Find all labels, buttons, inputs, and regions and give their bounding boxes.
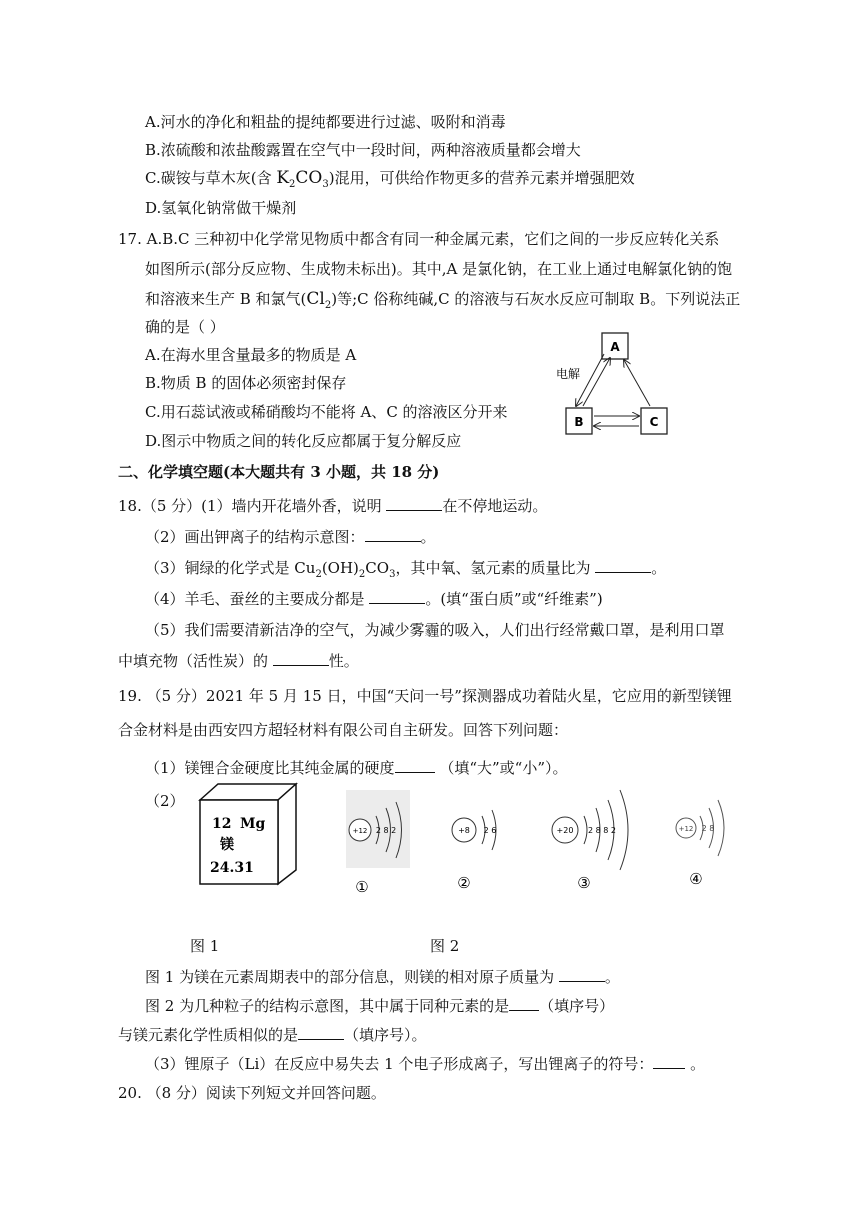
answer-blank[interactable] xyxy=(559,967,605,982)
shells-3: 2 8 8 2 xyxy=(588,826,616,835)
q16-option-b: B.浓硫酸和浓盐酸露置在空气中一段时间，两种溶液质量都会增大 xyxy=(145,141,581,159)
particle-label-1: ① xyxy=(355,878,369,894)
q18-line1: 18.（5 分）(1）墙内开花墙外香，说明 在不停地运动。 xyxy=(118,497,548,515)
arrow-b-to-a xyxy=(583,358,610,406)
svg-text:+20: +20 xyxy=(556,826,574,835)
q16-option-c: C.碳铵与草木灰(含 $K_2CO_3$)混用，可供给作物更多的营养元素并增强肥效 xyxy=(145,168,635,190)
q18-line2: （2）画出钾离子的结构示意图： 。 xyxy=(145,528,436,546)
answer-blank[interactable] xyxy=(386,496,442,511)
box-b-label: B xyxy=(574,415,584,429)
element-name: 镁 xyxy=(220,837,234,853)
answer-blank[interactable] xyxy=(595,558,651,573)
arrow-a-to-b xyxy=(576,354,604,406)
q17-stem-line2: 如图所示(部分反应物、生成物未标出)。其中,A 是氯化钠，在工业上通过电解氯化钠的饱 xyxy=(145,260,733,278)
q19-line6: 与镁元素化学性质相似的是 （填序号）。 xyxy=(118,1026,427,1044)
svg-text:+8: +8 xyxy=(458,826,470,835)
shells-4: 2 8 xyxy=(701,824,715,833)
svg-text:+12: +12 xyxy=(352,827,368,835)
particle-structure-diagrams xyxy=(340,786,740,894)
q19-line7: （3）锂原子（Li）在反应中易失去 1 个电子形成离子，写出锂离子的符号： 。 xyxy=(145,1055,706,1073)
q17-stem-line3: 和溶液来生产 B 和氯气$(Cl_2)$等;C 俗称纯碱,C 的溶液与石灰水反应可制取 B。下列说法正 xyxy=(145,289,741,311)
q16-option-a: A.河水的净化和粗盐的提纯都要进行过滤、吸附和消毒 xyxy=(145,113,506,131)
q19-line4: 图 1 为镁在元素周期表中的部分信息，则镁的相对原子质量为 。 xyxy=(145,968,620,986)
q17-option-b: B.物质 B 的固体必须密封保存 xyxy=(145,374,347,392)
element-symbol: Mg xyxy=(240,816,266,832)
shells-2: 2 6 xyxy=(483,826,497,835)
q19-line2: 合金材料是由西安四方超轻材料有限公司自主研发。回答下列问题： xyxy=(118,721,569,739)
q18-line6: 中填充物（活性炭）的 性。 xyxy=(118,652,359,670)
shells-1: 2 8 2 xyxy=(375,826,397,835)
q19-line1: 19. （5 分）2021 年 5 月 15 日，中国“天问一号”探测器成功着陆火星，它应用的新型镁锂 xyxy=(118,687,732,705)
q19-line5: 图 2 为几种粒子的结构示意图，其中属于同种元素的是 （填序号） xyxy=(145,997,615,1015)
q17-option-c: C.用石蕊试液或稀硝酸均不能将 A、C 的溶液区分开来 xyxy=(145,403,508,421)
figure-1-caption: 图 1 xyxy=(190,937,220,955)
answer-blank[interactable] xyxy=(509,996,539,1011)
q20-line1: 20. （8 分）阅读下列短文并回答问题。 xyxy=(118,1084,386,1102)
arrow-c-to-a xyxy=(624,360,650,406)
q17-option-a: A.在海水里含量最多的物质是 A xyxy=(145,346,357,364)
answer-blank[interactable] xyxy=(395,758,435,773)
section-heading: 二、化学填空题(本大题共有 3 小题，共 18 分) xyxy=(118,463,440,481)
particle-label-2: ② xyxy=(457,874,471,892)
box-c-label: C xyxy=(649,415,659,429)
electrolysis-label: 电解 xyxy=(556,367,581,381)
box-a-label: A xyxy=(610,340,620,354)
magnesium-element-card xyxy=(198,782,300,886)
q19-part2-label: （2） xyxy=(145,792,185,810)
particle-label-4: ④ xyxy=(689,870,703,888)
q17-stem-line1: 17. A.B.C 三种初中化学常见物质中都含有同一种金属元素，它们之间的一步反应转化关系 xyxy=(118,230,720,248)
answer-blank[interactable] xyxy=(273,651,329,666)
q19-line3: （1）镁锂合金硬度比其纯金属的硬度 （填“大”或“小”）。 xyxy=(145,759,568,777)
atomic-number: 12 xyxy=(212,816,232,832)
answer-blank[interactable] xyxy=(298,1025,344,1040)
figure-2-caption: 图 2 xyxy=(430,937,460,955)
q18-line4: （4）羊毛、蚕丝的主要成分都是 。(填“蛋白质”或“纤维素”) xyxy=(145,590,603,608)
svg-text:+12: +12 xyxy=(678,825,694,833)
answer-blank[interactable] xyxy=(369,589,425,604)
q17-stem-line4: 确的是（ ） xyxy=(145,318,225,336)
q18-line3: （3）铜绿的化学式是 $Cu_2(OH)_2CO_3$，其中氧、氢元素的质量比为 。 xyxy=(145,559,667,580)
particle-label-3: ③ xyxy=(577,874,591,892)
q16-option-d: D.氢氧化钠常做干燥剂 xyxy=(145,199,297,217)
q17-option-d: D.图示中物质之间的转化反应都属于复分解反应 xyxy=(145,432,462,450)
abc-transformation-diagram xyxy=(548,328,674,442)
answer-blank[interactable] xyxy=(365,527,421,542)
q18-line5: （5）我们需要清新洁净的空气，为减少雾霾的吸入，人们出行经常戴口罩，是利用口罩 xyxy=(145,621,725,639)
answer-blank[interactable] xyxy=(653,1054,685,1069)
atomic-mass: 24.31 xyxy=(210,860,254,876)
